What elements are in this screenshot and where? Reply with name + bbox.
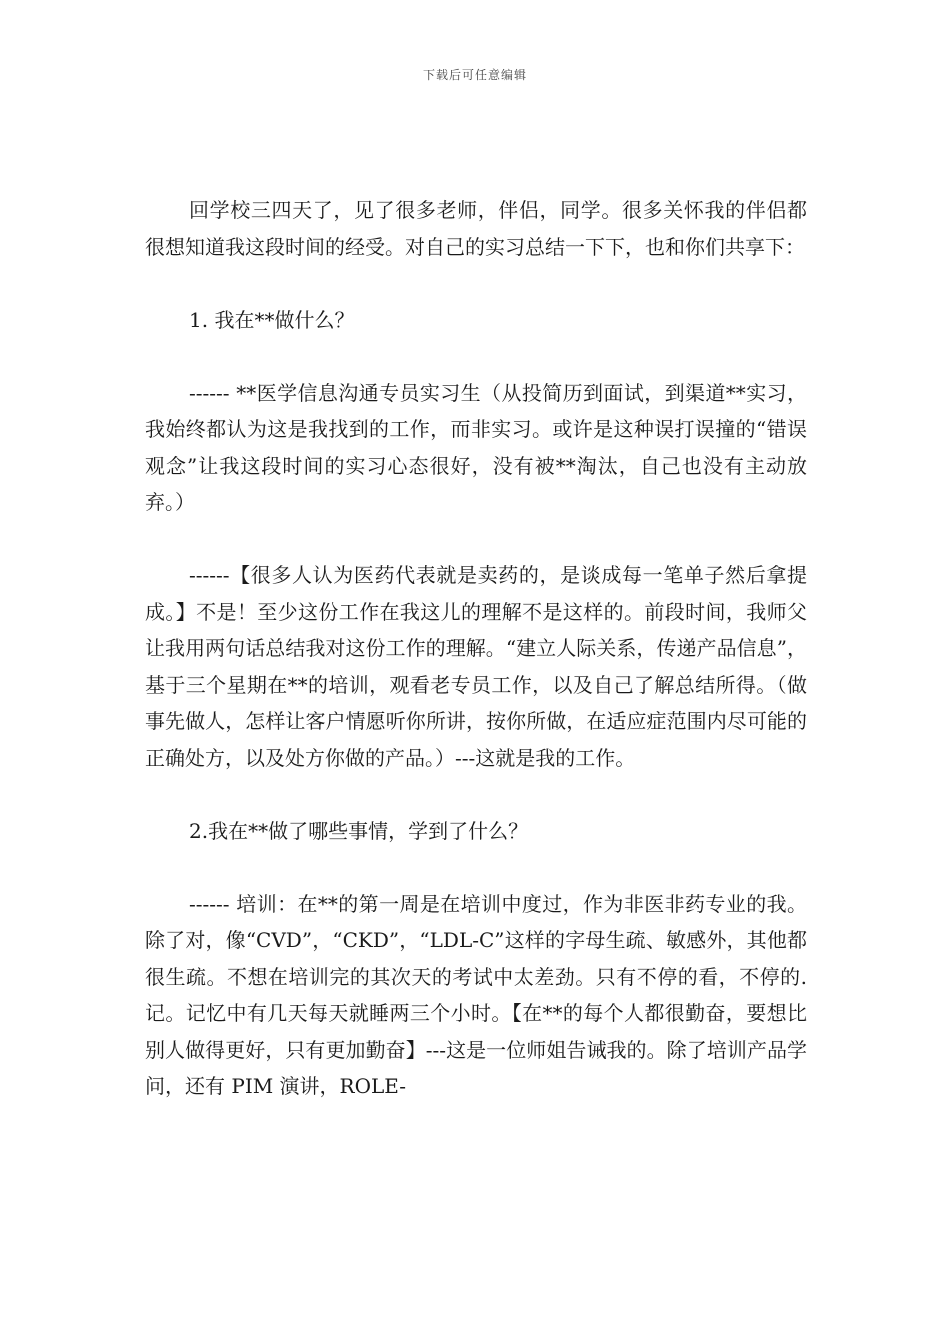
paragraph-intro: 回学校三四天了，见了很多老师，伴侣，同学。很多关怀我的伴侣都很想知道我这段时间的经受。对自己的实习总结一下下，也和你们共享下： [145,198,807,259]
paragraph-understanding: ------【很多人认为医药代表就是卖药的，是谈成每一笔单子然后拿提成。】不是！至少这份工作在我这儿的理解不是这样的。前段时间，我师父让我用两句话总结我对这份工作的理解。“建立人际关系，传递产品信息”，基于三个星期在**的培训，观看老专员工作，以及自己了解总结所得。（做事先做人，怎样让客户情愿听你所讲，按你所做，在适应症范围内尽可能的正确处方，以及处方你做的产品。）---这就是我的工作。 [145,563,807,770]
document-body [145,192,807,1141]
paragraph-role: ------ **医学信息沟通专员实习生（从投简历到面试，到渠道**实习，我始终都认为这是我找到的工作，而非实习。或许是这种误打误撞的“错误观念”让我这段时间的实习心态很好，没有被**淘汰，自己也没有主动放弃。） [145,380,807,514]
paragraph-training: ------ 培训：在**的第一周是在培训中度过，作为非医非药专业的我。除了对，像“CVD”，“CKD”，“LDL-C”这样的字母生疏、敏感外，其他都很生疏。不想在培训完的其次天的考试中太差劲。只有不停的看，不停的.记。记忆中有几天每天就睡两三个小时。【在**的每个人都很勤奋，要想比别人做得更好，只有更加勤奋】---这是一位师姐告诫我的。除了培训产品学问，还有 PIM 演讲，ROLE- [145,891,807,1098]
section-heading-1: 1. 我在**做什么？ [189,307,355,332]
section-heading-2: 2.我在**做了哪些事情，学到了什么？ [189,818,529,843]
page-header: 下载后可任意编辑 [422,68,527,82]
